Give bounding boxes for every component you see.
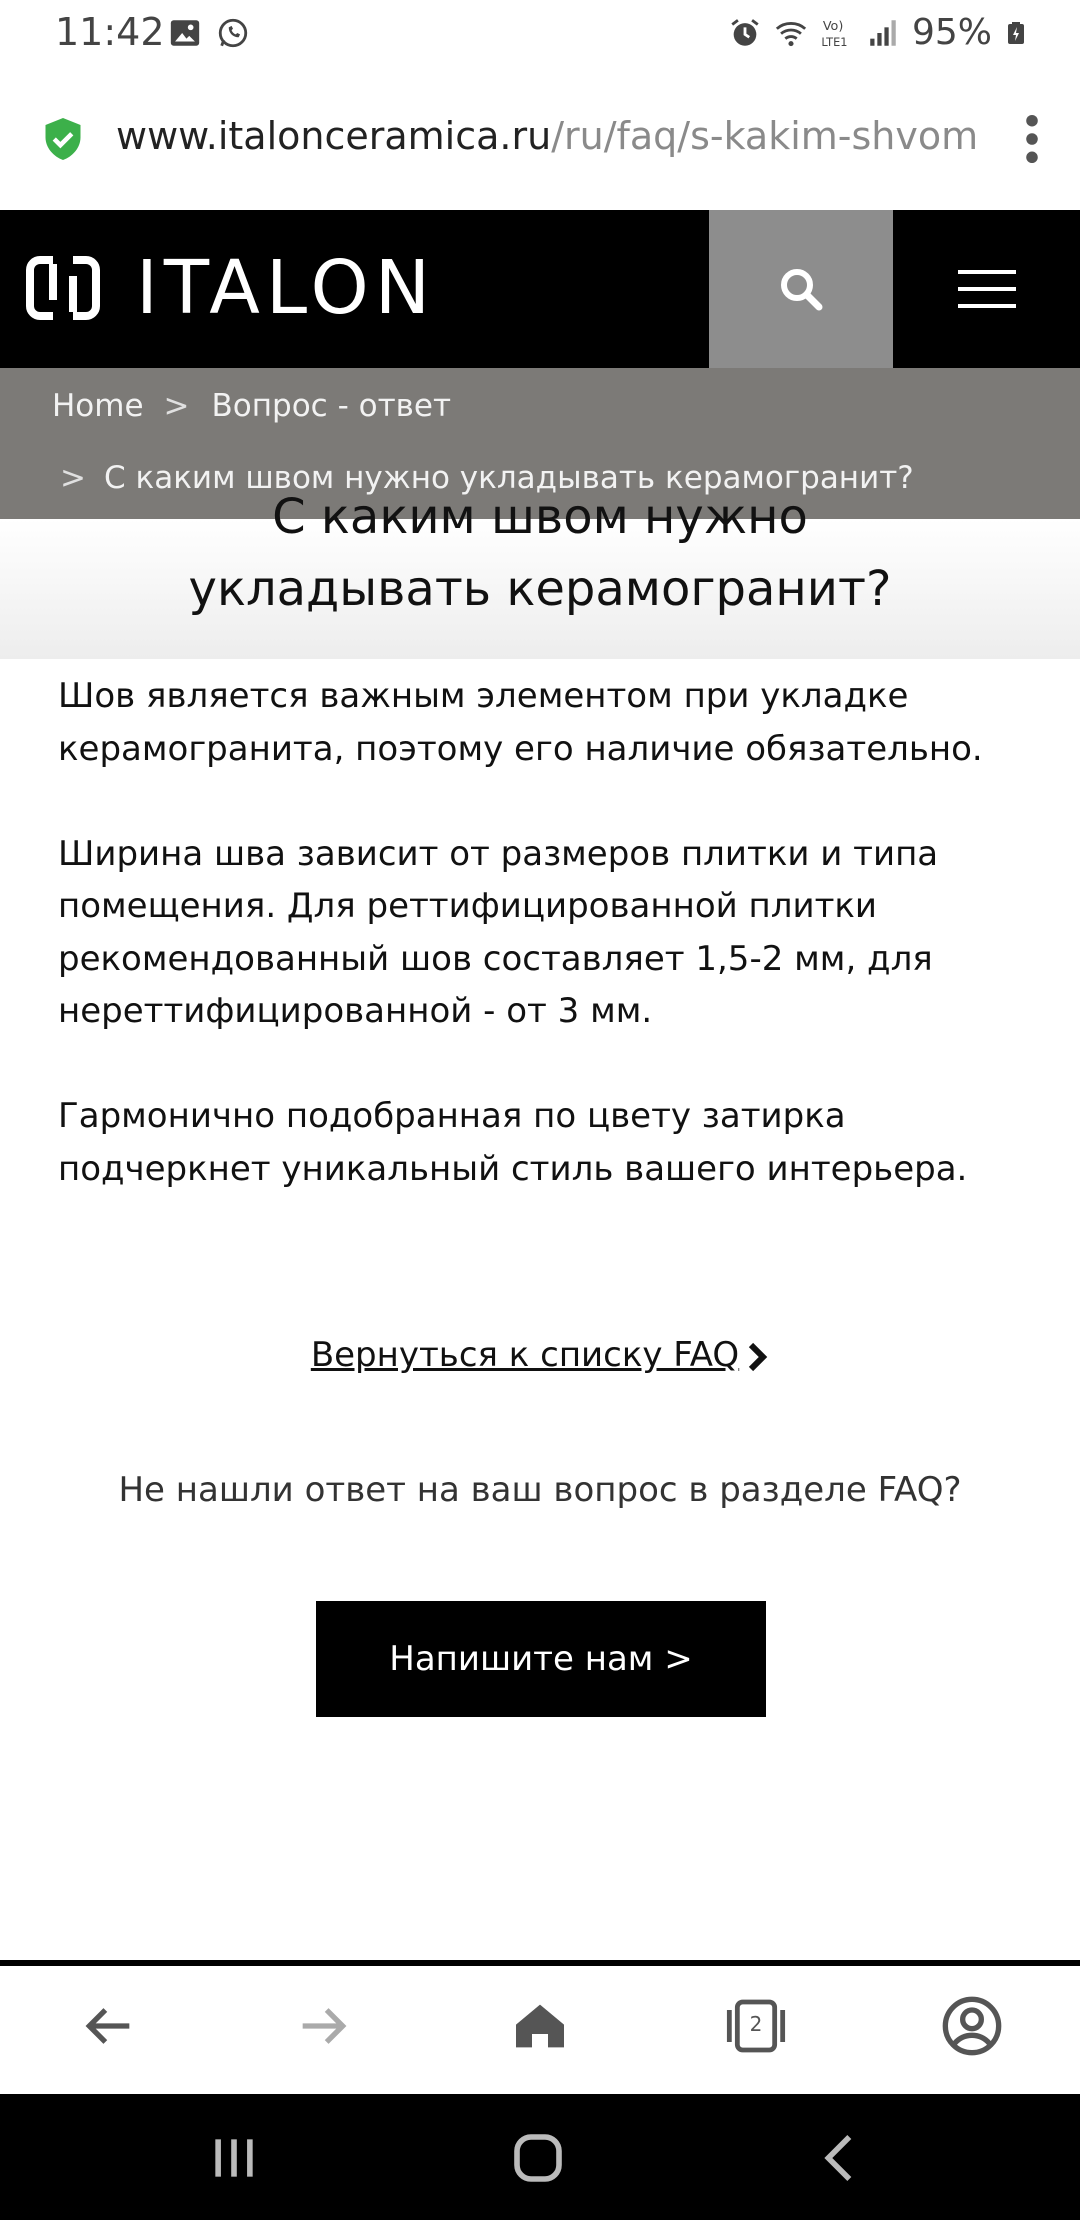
breadcrumb-row — [52, 388, 451, 424]
tabs-button[interactable] — [724, 1994, 788, 2058]
logo-text: ITALON — [136, 245, 437, 331]
breadcrumb-separator: > — [163, 388, 190, 424]
breadcrumb-separator: > — [60, 460, 86, 496]
search-icon — [777, 265, 825, 313]
hamburger-icon — [958, 270, 1016, 308]
page-title: С каким швом нужно укладывать керамогранит? — [188, 489, 892, 617]
svg-text:Vo): Vo) — [822, 18, 844, 34]
italon-logo[interactable] — [26, 245, 437, 331]
status-right-icons — [728, 12, 1028, 53]
system-nav-bar — [0, 2094, 1080, 2220]
forward-arrow-icon[interactable] — [292, 1994, 356, 2058]
battery-percent: 95% — [911, 12, 992, 53]
answer-paragraph: Гармонично подобранная по цвету затирка подчеркнет уникальный стиль вашего интерьера. — [58, 1096, 968, 1189]
secure-shield-icon — [42, 116, 84, 162]
svg-text:LTE1: LTE1 — [821, 34, 848, 49]
breadcrumb-faq[interactable]: Вопрос - ответ — [211, 388, 452, 424]
home-icon[interactable] — [508, 1994, 572, 2058]
recent-apps-icon[interactable] — [206, 2130, 262, 2186]
breadcrumb-home[interactable]: Home — [52, 388, 144, 424]
status-bar — [0, 0, 1080, 66]
url-text[interactable] — [116, 114, 979, 158]
site-header — [0, 210, 1080, 368]
status-time: 11:42 — [55, 10, 165, 54]
back-nav-icon[interactable] — [812, 2130, 868, 2186]
browser-url-bar[interactable] — [0, 66, 1080, 210]
signal-icon — [866, 16, 900, 50]
status-left-icons — [168, 16, 250, 50]
back-to-faq — [0, 1335, 1080, 1375]
search-button[interactable] — [709, 210, 893, 368]
back-arrow-icon[interactable] — [76, 1994, 140, 2058]
breadcrumb-current: С каким швом нужно укладывать керамогранит? — [103, 460, 914, 496]
alarm-icon — [728, 16, 762, 50]
title-area — [0, 489, 1080, 659]
not-found-text: Не нашли ответ на ваш вопрос в разделе FAQ? — [118, 1470, 962, 1510]
write-us-button[interactable]: Напишите нам > — [316, 1601, 766, 1717]
back-to-faq-link[interactable]: Вернуться к списку FAQ — [310, 1335, 740, 1375]
wifi-icon — [774, 16, 808, 50]
tabs-count: 2 — [749, 2012, 763, 2036]
logo-mark-icon — [26, 256, 100, 320]
volte-icon — [820, 16, 854, 50]
chevron-right-icon — [745, 1341, 769, 1373]
hamburger-menu-button[interactable] — [893, 210, 1080, 368]
account-icon[interactable] — [940, 1994, 1004, 2058]
home-button-icon[interactable] — [510, 2130, 566, 2186]
answer-paragraph: Ширина шва зависит от размеров плитки и типа помещения. Для реттифицированной плитки рекомендованный шов составляет 1,5-2 мм, для нереттифицированной - от 3 мм. — [58, 833, 939, 1031]
image-icon — [168, 16, 202, 50]
whatsapp-icon — [216, 16, 250, 50]
browser-bottom-bar — [0, 1960, 1080, 2094]
url-domain: www.italonceramica.ru — [116, 114, 552, 158]
faq-answer — [58, 670, 1038, 1248]
answer-paragraph: Шов является важным элементом при укладке керамогранита, поэтому его наличие обязательно. — [58, 676, 983, 769]
battery-icon — [1004, 16, 1028, 50]
url-path: /ru/faq/s-kakim-shvom — [551, 114, 979, 158]
more-vert-icon[interactable] — [1024, 114, 1040, 164]
